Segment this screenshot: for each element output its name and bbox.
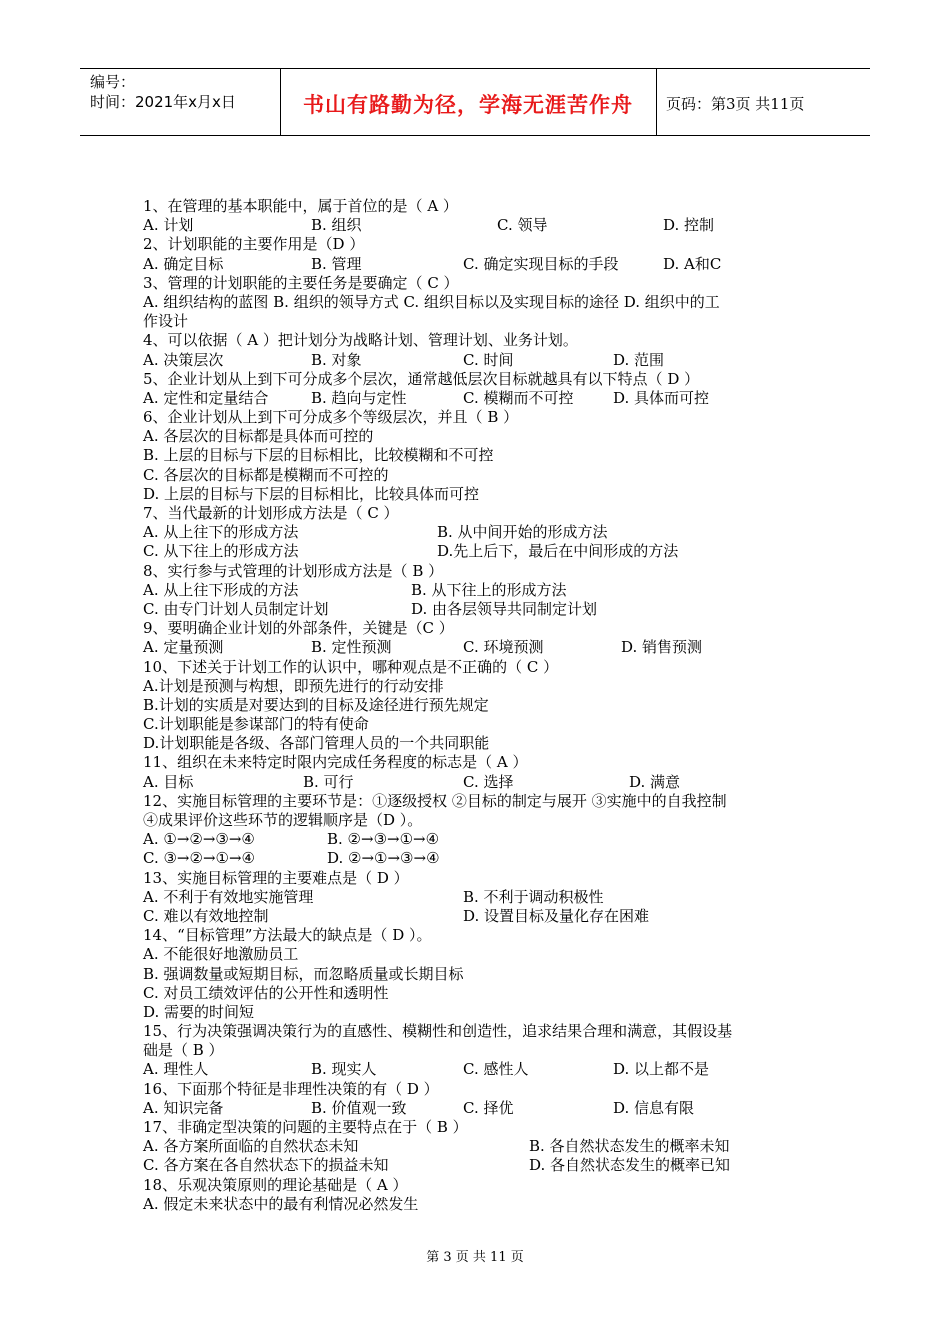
text-line <box>143 581 813 600</box>
line-segment: A. 确定目标 <box>143 254 224 273</box>
line-segment: 2、计划职能的主要作用是（D ） <box>143 235 365 254</box>
text-line <box>143 1022 813 1041</box>
line-segment: C. 环境预测 <box>463 638 544 657</box>
line-segment: D. 范围 <box>613 350 665 369</box>
question-list <box>143 197 813 1214</box>
line-segment: 16、下面那个特征是非理性决策的有（ D ） <box>143 1079 439 1098</box>
line-segment: 18、乐观决策原则的理论基础是（ A ） <box>143 1175 408 1194</box>
motto-text: 书山有路勤为径，学海无涯苦作舟 <box>303 93 633 117</box>
line-segment: D. 控制 <box>663 216 715 235</box>
time-label: 时间：2021年x月x日 <box>90 93 236 111</box>
line-segment: 1、在管理的基本职能中，属于首位的是（ A ） <box>143 197 458 215</box>
text-line <box>143 792 813 811</box>
line-segment: B. 上层的目标与下层的目标相比，比较模糊和不可控 <box>143 446 494 465</box>
number-label: 编号： <box>90 73 136 91</box>
line-segment: A. 决策层次 <box>143 350 224 369</box>
line-segment: 11、组织在未来特定时限内完成任务程度的标志是（ A ） <box>143 753 528 772</box>
text-line <box>143 907 813 926</box>
line-segment: A. 定性和定量结合 <box>143 388 269 407</box>
line-segment: A. ①→②→③→④ <box>143 830 255 849</box>
line-segment: D. 信息有限 <box>613 1098 695 1117</box>
line-segment: A. 不能很好地激励员工 <box>143 945 299 964</box>
line-segment: A. 理性人 <box>143 1060 209 1079</box>
line-segment: D. 满意 <box>629 772 681 791</box>
line-segment: C. 难以有效地控制 <box>143 906 269 925</box>
text-line <box>143 600 813 619</box>
text-line <box>143 504 813 523</box>
line-segment: B. 定性预测 <box>311 638 392 657</box>
text-line <box>143 888 813 907</box>
line-segment: C. ③→②→①→④ <box>143 849 255 868</box>
text-line <box>143 830 813 849</box>
text-line <box>143 773 813 792</box>
line-segment: 9、要明确企业计划的外部条件，关键是（C ） <box>143 619 454 638</box>
line-segment: 13、实施目标管理的主要难点是（ D ） <box>143 868 409 887</box>
line-segment: B. 组织 <box>311 216 362 235</box>
text-line <box>143 1099 813 1118</box>
line-segment: A. 假定未来状态中的最有利情况必然发生 <box>143 1194 419 1213</box>
text-line <box>143 562 813 581</box>
text-line <box>143 274 813 293</box>
line-segment: 15、行为决策强调决策行为的直感性、模糊性和创造性，追求结果合理和满意，其假设基 <box>143 1022 733 1041</box>
line-segment: B. 趋向与定性 <box>311 388 407 407</box>
line-segment: A. 组织结构的蓝图 B. 组织的领导方式 C. 组织目标以及实现目标的途径 D. 组织中的工 <box>143 292 720 311</box>
page-info: 页码：第3页 共11页 <box>666 95 805 113</box>
text-line <box>143 696 813 715</box>
line-segment: C. 选择 <box>463 772 514 791</box>
line-segment: C. 择优 <box>463 1098 514 1117</box>
line-segment: C. 感性人 <box>463 1060 529 1079</box>
text-line <box>143 255 813 274</box>
line-segment: ④成果评价这些环节的逻辑顺序是（D ）。 <box>143 811 423 829</box>
line-segment: 12、实施目标管理的主要环节是：①逐级授权 ②目标的制定与展开 ③实施中的自我控制 <box>143 791 727 810</box>
line-segment: B. ②→③→①→④ <box>327 830 440 849</box>
line-segment: 17、非确定型决策的问题的主要特点在于（ B ） <box>143 1118 468 1136</box>
line-segment: D. 各自然状态发生的概率已知 <box>529 1156 731 1175</box>
text-line <box>143 293 813 312</box>
text-line <box>143 619 813 638</box>
text-line <box>143 1137 813 1156</box>
line-segment: C. 由专门计划人员制定计划 <box>143 599 329 618</box>
line-segment: 3、管理的计划职能的主要任务是要确定（ C ） <box>143 273 459 292</box>
text-line <box>143 1176 813 1195</box>
line-segment: A.计划是预测与构想，即预先进行的行动安排 <box>143 676 444 695</box>
text-line <box>143 945 813 964</box>
line-segment: B. 价值观一致 <box>311 1098 407 1117</box>
text-line <box>143 984 813 1003</box>
line-segment: A. 目标 <box>143 772 194 791</box>
line-segment: A. 不利于有效地实施管理 <box>143 887 314 906</box>
text-line <box>143 408 813 427</box>
text-line <box>143 485 813 504</box>
line-segment: D. 以上都不是 <box>613 1060 710 1079</box>
line-segment: C.计划职能是参谋部门的特有使命 <box>143 715 369 734</box>
line-segment: A. 从上往下的形成方法 <box>143 523 299 542</box>
text-line <box>143 331 813 350</box>
text-line <box>143 351 813 370</box>
line-segment: 8、实行参与式管理的计划形成方法是（ B ） <box>143 561 444 580</box>
line-segment: D.先上后下，最后在中间形成的方法 <box>437 542 679 561</box>
line-segment: B. 不利于调动积极性 <box>463 887 604 906</box>
line-segment: 7、当代最新的计划形成方法是（ C ） <box>143 504 399 522</box>
line-segment: C. 各层次的目标都是模糊而不可控的 <box>143 465 389 484</box>
line-segment: B. 各自然状态发生的概率未知 <box>529 1137 730 1156</box>
line-segment: 础是（ B ） <box>143 1041 224 1060</box>
text-line <box>143 1041 813 1060</box>
text-line <box>143 466 813 485</box>
line-segment: A. 知识完备 <box>143 1098 224 1117</box>
text-line <box>143 658 813 677</box>
line-segment: B. 从中间开始的形成方法 <box>437 523 608 542</box>
text-line <box>143 370 813 389</box>
text-line <box>143 1060 813 1079</box>
page-footer: 第 3 页 共 11 页 <box>426 1250 524 1265</box>
line-segment: C. 时间 <box>463 350 514 369</box>
text-line <box>143 734 813 753</box>
header-page-cell <box>656 69 870 135</box>
line-segment: A. 各方案所面临的自然状态未知 <box>143 1137 359 1156</box>
header-motto-cell <box>280 69 657 135</box>
text-line <box>143 715 813 734</box>
header-left-cell <box>80 69 281 135</box>
line-segment: B. 管理 <box>311 254 362 273</box>
line-segment: D. 由各层领导共同制定计划 <box>411 599 598 618</box>
text-line <box>143 216 813 235</box>
line-segment: 4、可以依据（ A ）把计划分为战略计划、管理计划、业务计划。 <box>143 331 578 350</box>
text-line <box>143 235 813 254</box>
text-line <box>143 523 813 542</box>
line-segment: B. 从下往上的形成方法 <box>411 580 567 599</box>
line-segment: A. 定量预测 <box>143 638 224 657</box>
line-segment: D. ②→①→③→④ <box>327 849 440 868</box>
line-segment: 5、企业计划从上到下可分成多个层次，通常越低层次目标就越具有以下特点（ D ） <box>143 369 700 388</box>
line-segment: D. 设置目标及量化存在困难 <box>463 906 650 925</box>
line-segment: C. 从下往上的形成方法 <box>143 542 299 561</box>
line-segment: C. 确定实现目标的手段 <box>463 254 619 273</box>
text-line <box>143 1195 813 1214</box>
text-line <box>143 446 813 465</box>
text-line <box>143 427 813 446</box>
line-segment: C. 领导 <box>497 216 548 235</box>
line-segment: C. 各方案在各自然状态下的损益未知 <box>143 1156 389 1175</box>
text-line <box>143 312 813 331</box>
line-segment: B. 对象 <box>311 350 362 369</box>
line-segment: B. 强调数量或短期目标，而忽略质量或长期目标 <box>143 964 464 983</box>
text-line <box>143 1003 813 1022</box>
line-segment: D. A和C <box>663 254 722 273</box>
text-line <box>143 849 813 868</box>
text-line <box>143 389 813 408</box>
text-line <box>143 638 813 657</box>
text-line <box>143 753 813 772</box>
line-segment: 6、企业计划从上到下可分成多个等级层次，并且（ B ） <box>143 408 519 427</box>
text-line <box>143 869 813 888</box>
line-segment: B. 可行 <box>303 772 354 791</box>
text-line <box>143 542 813 561</box>
page-header <box>80 68 870 136</box>
text-line <box>143 811 813 830</box>
line-segment: C. 模糊而不可控 <box>463 388 574 407</box>
text-line <box>143 677 813 696</box>
line-segment: B. 现实人 <box>311 1060 377 1079</box>
text-line <box>143 926 813 945</box>
text-line <box>143 197 813 216</box>
line-segment: D. 销售预测 <box>621 638 703 657</box>
line-segment: A. 各层次的目标都是具体而可控的 <box>143 427 374 446</box>
line-segment: A. 从上往下形成的方法 <box>143 580 299 599</box>
line-segment: 14、“目标管理”方法最大的缺点是（ D ）。 <box>143 926 432 945</box>
line-segment: D. 具体而可控 <box>613 388 710 407</box>
line-segment: B.计划的实质是对要达到的目标及途径进行预先规定 <box>143 695 489 714</box>
line-segment: A. 计划 <box>143 216 194 235</box>
text-line <box>143 965 813 984</box>
line-segment: D.计划职能是各级、各部门管理人员的一个共同职能 <box>143 734 490 753</box>
line-segment: D. 上层的目标与下层的目标相比，比较具体而可控 <box>143 484 480 503</box>
line-segment: D. 需要的时间短 <box>143 1002 255 1021</box>
text-line <box>143 1080 813 1099</box>
line-segment: 作设计 <box>143 312 189 331</box>
text-line <box>143 1156 813 1175</box>
line-segment: 10、下述关于计划工作的认识中，哪种观点是不正确的（ C ） <box>143 657 559 676</box>
text-line <box>143 1118 813 1137</box>
line-segment: C. 对员工绩效评估的公开性和透明性 <box>143 983 389 1002</box>
